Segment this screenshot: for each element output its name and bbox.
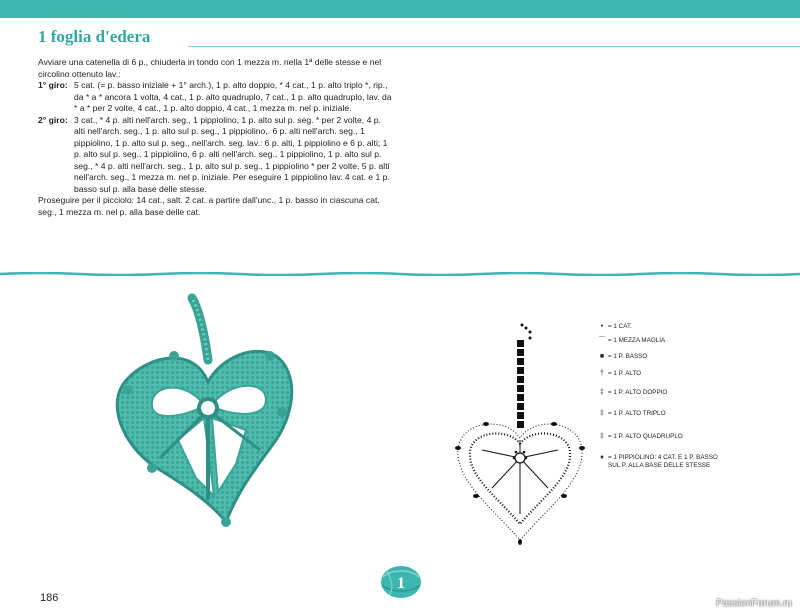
outro-paragraph: Proseguire per il picciolo: 14 cat., salt. 2 cat. a partire dall'unc., 1 p. basso in ciascuna cat. seg., 1 mezza m. nel p. alla base delle cat. (38, 195, 380, 217)
legend-item (596, 454, 718, 470)
legend-label (608, 454, 718, 470)
legend-label: = 1 P. ALTO DOPPIO (608, 389, 668, 396)
legend-item (596, 337, 665, 345)
top-accent-bar (0, 0, 800, 18)
legend-item (596, 433, 683, 441)
legend-item (596, 353, 647, 361)
round-2 (38, 115, 393, 196)
legend-label: = 1 MEZZA MAGLIA (608, 337, 666, 344)
round-label: 2° giro: (38, 114, 68, 125)
page-title: 1 foglia d'edera (38, 27, 151, 46)
double-crochet-icon: † (600, 370, 604, 377)
legend-label: = 1 CAT. (608, 323, 632, 330)
quadruple-treble-icon: ‡ (600, 433, 604, 440)
legend-label: = 1 P. ALTO (608, 370, 642, 377)
legend-label: = 1 P. ALTO TRIPLO (608, 410, 666, 417)
dot-icon: • (600, 323, 604, 330)
title-rule (188, 46, 800, 47)
instructions (38, 57, 393, 218)
double-treble-icon: ‡ (600, 389, 604, 396)
legend-label: = 1 P. ALTO QUADRUPLO (608, 433, 683, 440)
title-block (38, 24, 800, 48)
page-number: 186 (40, 592, 59, 604)
round-1 (38, 80, 393, 115)
yarn-ball-badge (379, 563, 423, 599)
round-text: 3 cat., * 4 p. alti nell'arch. seg., 1 pippiolino, 1 p. alto sul p. seg. * per 2 volte, 4 p. alti nell'arch. seg., 1 p. alto sul p. seg., 1 pippiolino,. 6 p. alti nell'arch. seg., 1 pippiolino, 1 p. alto sul p. seg., nell'arch. seg. lav.: 6 p. alti, 1 pippiolino e 6 p. alti; 1 p. alto sul p. seg., 1 pippiolino, 6 p. alti nell'arch. seg., 1 pippiolino, 1 p. alto sul p. seg., * 4 p. alti nell'arch. seg., 1 p. alto sul p. seg., 1 pippiolino * per 2 volte, 5 p. alti nell'arch. seg., 1 mezza m. nel p. iniziale. Per eseguire 1 pippiolino lav. 4 cat. e 1 p. basso sul p. alla base delle stesse. (74, 114, 390, 194)
crochet-diagram (440, 320, 600, 550)
badge-number: 1 (397, 575, 405, 592)
legend-item (596, 389, 667, 397)
legend-item (596, 370, 641, 378)
round-text: 5 cat. (= p. basso iniziale + 1° arch.), 1 p. alto doppio, * 4 cat., 1 p. alto triplo *, rip., da * a * ancora 1 volta, 4 cat., 1 p. alto quadruplo, 7 cat., 1 p. alto quadruplo, lav. da * a * per 2 volte, 4 cat., 1 p. alto doppio, 4 cat., 1 mezza m. nel p. iniziale. (74, 80, 392, 113)
arc-icon: ⌒ (598, 337, 606, 344)
legend-label-line1: = 1 PIPPIOLINO: 4 CAT. E 1 P. BASSO (608, 454, 718, 461)
legend-label: = 1 P. BASSO (608, 353, 648, 360)
intro-paragraph: Avviare una catenella di 6 p., chiuderla in tondo con 1 mezza m. nella 1ª delle stesse e nel circolino ottenuto lav.: (38, 57, 382, 79)
legend-item (596, 323, 632, 331)
ivy-leaf-photo (100, 290, 300, 530)
triple-treble-icon: ‡ (600, 410, 604, 417)
wavy-divider (0, 272, 800, 276)
legend-label-line2: SUL P. ALLA BASE DELLE STESSE (608, 462, 711, 469)
legend-item (596, 410, 665, 418)
watermark: PassionForum.ru (715, 598, 792, 609)
round-label: 1° giro: (38, 80, 68, 90)
square-icon: ■ (599, 353, 605, 360)
picot-icon: ♦ (600, 454, 604, 461)
